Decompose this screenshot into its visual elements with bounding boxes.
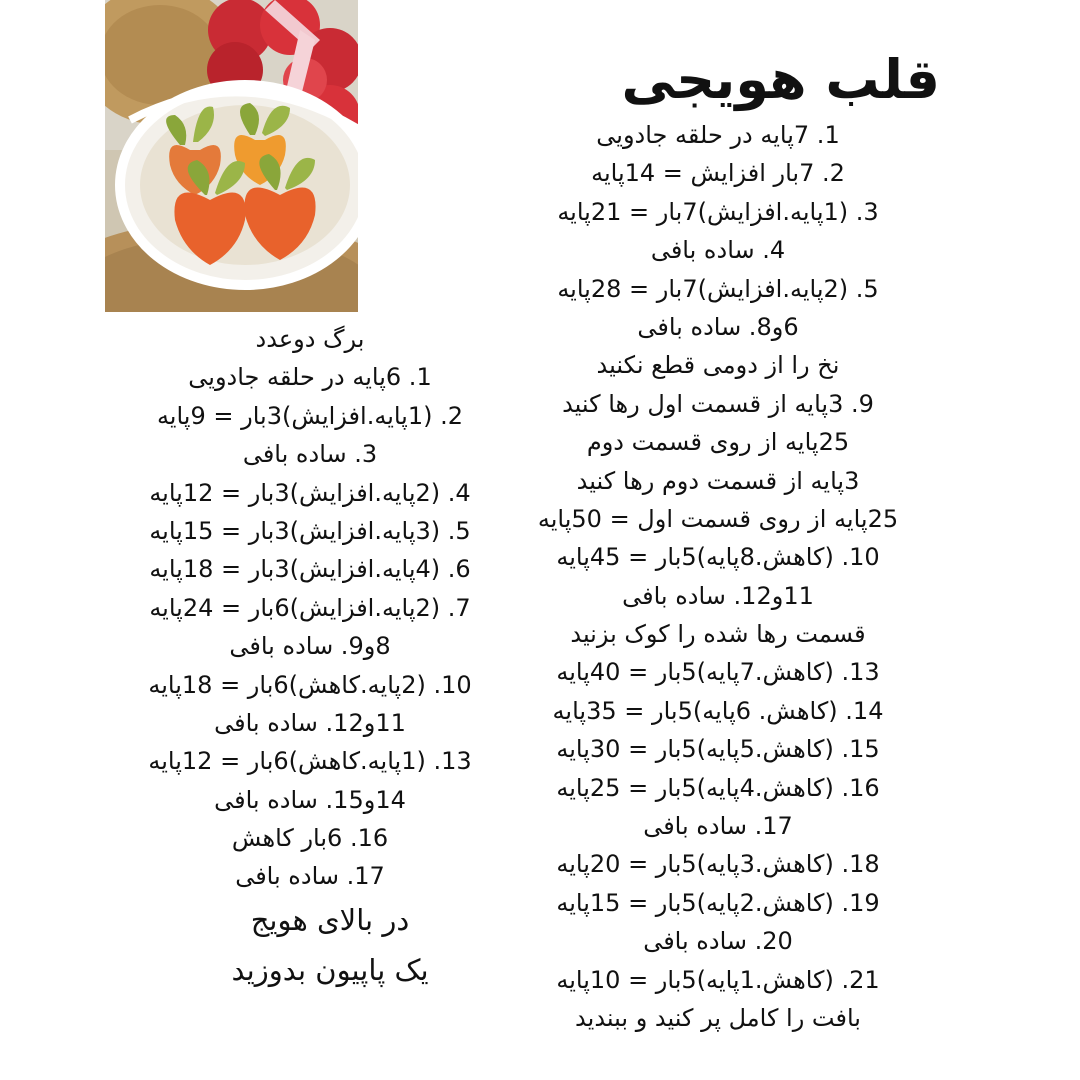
basket [120, 85, 358, 285]
list-item: 10. (2پایه.کاهش)6بار = 18پایه [148, 670, 472, 699]
list-item: 19. (کاهش.2پایه)5بار = 15پایه [556, 888, 880, 917]
list-item: 10. (کاهش.8پایه)5بار = 45پایه [556, 543, 880, 572]
leaf-steps-list [120, 320, 500, 896]
list-item: 11و12. ساده بافی [622, 581, 814, 610]
list-item: 2. (1پایه.افزایش)3بار = 9پایه [156, 401, 464, 430]
page-title: قلب هویجی [621, 48, 940, 111]
list-item: 3. ساده بافی [242, 440, 378, 469]
list-item: 11و12. ساده بافی [214, 708, 406, 737]
leaf-heading: برگ دوعدد [255, 325, 365, 353]
list-item: 17. ساده بافی [643, 812, 793, 841]
list-item: 1. 6پایه در حلقه جادویی [188, 363, 432, 392]
list-item: 5. (3پایه.افزایش)3بار = 15پایه [149, 516, 471, 545]
list-item: 14. (کاهش. 6پایه)5بار = 35پایه [552, 696, 884, 725]
list-item: 7. (2پایه.افزایش)6بار = 24پایه [149, 593, 471, 622]
finishing-note [160, 895, 500, 995]
list-item: 2. 7بار افزایش = 14پایه [591, 159, 845, 188]
list-item: 3پایه از قسمت دوم رها کنید [576, 466, 860, 495]
list-item: 15. (کاهش.5پایه)5بار = 30پایه [556, 735, 880, 764]
list-item: 17. ساده بافی [235, 862, 385, 891]
list-item: 21. (کاهش.1پایه)5بار = 10پایه [556, 965, 880, 994]
list-item: 4. (2پایه.افزایش)3بار = 12پایه [149, 478, 471, 507]
list-item: 5. (2پایه.افزایش)7بار = 28پایه [557, 274, 879, 303]
list-item: 9. 3پایه از قسمت اول رها کنید [562, 389, 874, 418]
list-item: 3. (1پایه.افزایش)7بار = 21پایه [557, 197, 879, 226]
list-item: قسمت رها شده را کوک بزنید [570, 620, 866, 649]
list-item: 6. (4پایه.افزایش)3بار = 18پایه [149, 555, 471, 584]
list-item: 6و8. ساده بافی [637, 312, 799, 341]
list-item: 13. (1پایه.کاهش)6بار = 12پایه [148, 747, 472, 776]
list-item: 16. 6بار کاهش [231, 824, 389, 853]
list-item: 25پایه از روی قسمت دوم [586, 428, 850, 457]
list-item: 20. ساده بافی [643, 927, 793, 956]
list-item: 18. (کاهش.3پایه)5بار = 20پایه [556, 850, 880, 879]
body-steps-list [516, 116, 920, 1037]
product-photo [105, 0, 358, 312]
list-item: 8و9. ساده بافی [229, 632, 391, 661]
list-item: 25پایه از روی قسمت اول = 50پایه [537, 504, 899, 533]
list-item: نخ را از دومی قطع نکنید [596, 351, 840, 380]
list-item: 14و15. ساده بافی [214, 785, 406, 814]
note-line-2: یک پاپیون بدوزید [231, 953, 429, 987]
list-item: 16. (کاهش.4پایه)5بار = 25پایه [556, 773, 880, 802]
note-line-1: در بالای هویج [250, 903, 410, 937]
list-item: بافت را کامل پر کنید و ببندید [575, 1003, 861, 1032]
list-item: 4. ساده بافی [650, 236, 786, 265]
list-item: 13. (کاهش.7پایه)5بار = 40پایه [556, 658, 880, 687]
list-item: 1. 7پایه در حلقه جادویی [596, 121, 840, 149]
